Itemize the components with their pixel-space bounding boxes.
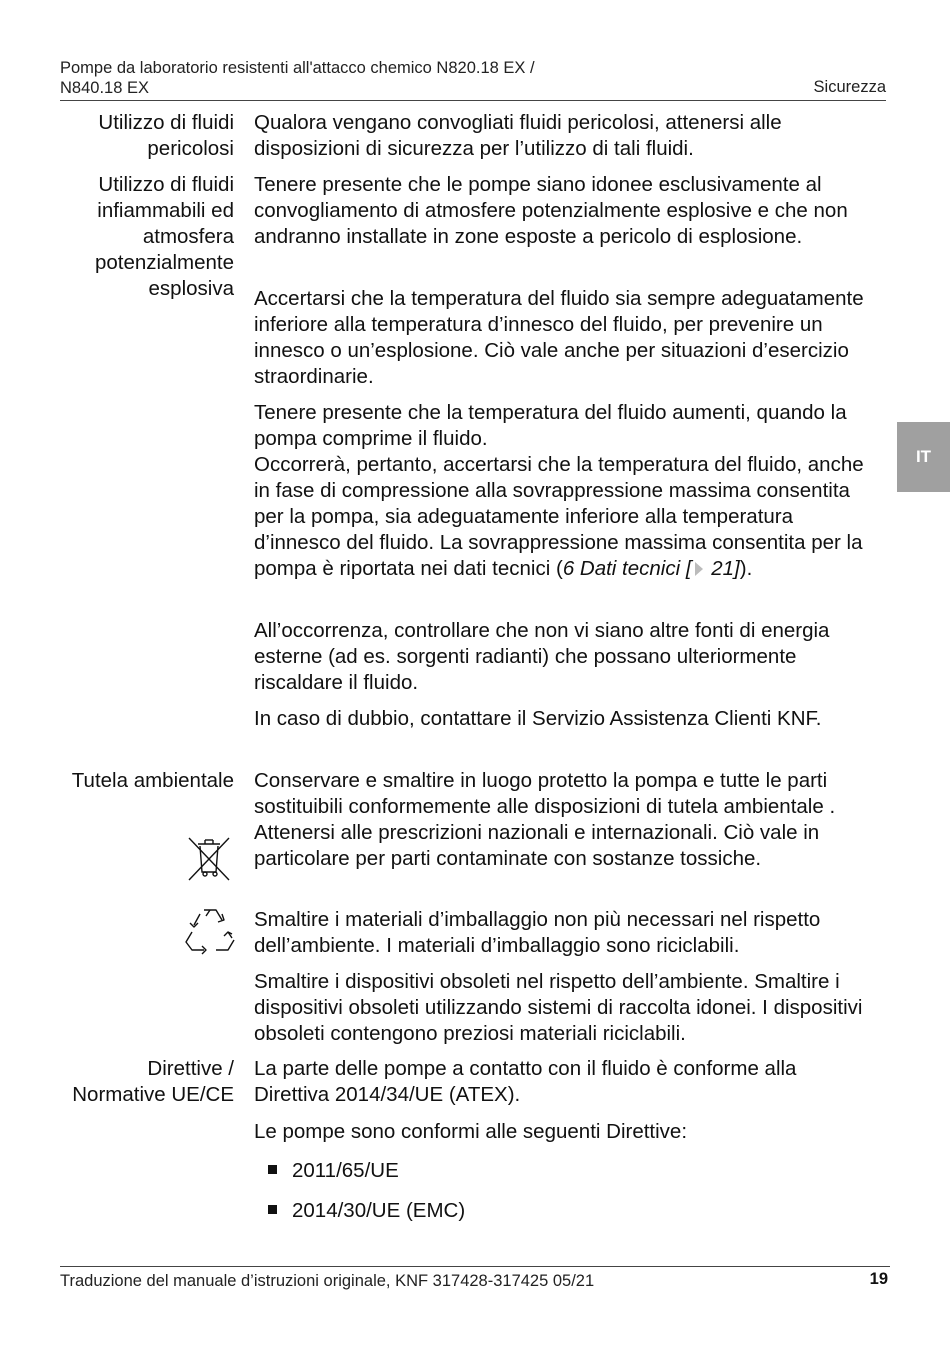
side-label-hazardous-fluids: Utilizzo di fluidi pericolosi: [98, 111, 234, 160]
paragraph-flammable-4-text: Occorrerà, pertanto, accertarsi che la temperatura del fluido, anche in fase di compressione alla sovrappressione massima consentita per la pompa, sia adeguatamente inferiore alla temperatura d’innesco del fluido. La sovrappressione massima consentita per la pompa è riportata nei dati tecnici (: [254, 453, 864, 580]
language-tab[interactable]: IT: [897, 422, 950, 492]
paragraph-flammable-1: Tenere presente che le pompe siano idonee esclusivamente al convogliamento di atmosfere potenzialmente esplosive e che non andranno installate in zone esposte a pericolo di esplosione.: [254, 173, 848, 248]
footer-divider: [60, 1266, 890, 1267]
side-label-flammable: Utilizzo di fluidi infiammabili ed atmosfera potenzialmente esplosiva: [94, 173, 234, 300]
technical-data-link-label: 6 Dati tecnici [: [562, 557, 692, 580]
side-label-environment: Tutela ambientale: [71, 769, 234, 792]
paragraph-environment-2: Smaltire i materiali d’imballaggio non più necessari nel rispetto dell’ambiente. I materiali d’imballaggio sono riciclabili.: [254, 908, 821, 957]
technical-data-link-page: 21]: [705, 557, 740, 580]
header-title-line1: Pompe da laboratorio resistenti all'attacco chemico N820.18 EX /: [60, 59, 535, 77]
paragraph-flammable-4: [254, 452, 876, 582]
paragraph-environment-3: Smaltire i dispositivi obsoleti nel rispetto dell’ambiente. Smaltire i dispositivi obsoleti utilizzando sistemi di raccolta idonei. I dispositivi obsoleti contengono preziosi materiali riciclabili.: [254, 970, 863, 1045]
paragraph-directives-2: Le pompe sono conformi alle seguenti Direttive:: [254, 1120, 688, 1143]
paragraph-environment-1: Conservare e smaltire in luogo protetto la pompa e tutte le parti sostituibili conformemente alle disposizioni di tutela ambientale . Attenersi alle prescrizioni nazionali e internazionali. Ciò vale in particolare per parti contaminate con sostanze tossiche.: [254, 769, 836, 870]
paragraph-flammable-3: [254, 400, 876, 582]
header-title: [60, 58, 620, 98]
paragraph-directives-1: La parte delle pompe a contatto con il fluido è conforme alla Direttiva 2014/34/UE (ATEX).: [254, 1057, 797, 1106]
paragraph-flammable-6: In caso di dubbio, contattare il Servizio Assistenza Clienti KNF.: [254, 707, 822, 730]
side-label-directives: Direttive / Normative UE/CE: [72, 1057, 234, 1106]
list-item: [268, 1158, 399, 1184]
technical-data-link[interactable]: [563, 557, 740, 580]
paragraph-flammable-3-text: Tenere presente che la temperatura del fluido aumenti, quando la pompa comprime il fluido.: [254, 401, 847, 450]
recycling-icon: [184, 906, 236, 961]
paragraph-flammable-5: All’occorrenza, controllare che non vi siano altre fonti di energia esterne (ad es. sorgenti radianti) che possano ulteriormente riscaldare il fluido.: [254, 619, 830, 694]
page-ref-arrow-icon: [695, 562, 703, 576]
crossed-out-bin-icon: [185, 834, 233, 887]
header-title-line2: N840.18 EX: [60, 79, 149, 97]
list-item-text: 2014/30/UE (EMC): [292, 1199, 466, 1222]
list-item: [268, 1198, 465, 1224]
list-item-text: 2011/65/UE: [292, 1159, 399, 1182]
bullet-square-icon: [268, 1165, 277, 1174]
paragraph-hazardous-fluids: Qualora vengano convogliati fluidi pericolosi, attenersi alle disposizioni di sicurezza per l’utilizzo di tali fluidi.: [254, 111, 782, 160]
paragraph-flammable-4-end: ).: [739, 557, 753, 580]
paragraph-flammable-2: Accertarsi che la temperatura del fluido sia sempre adeguatamente inferiore alla temperatura d’innesco del fluido, per prevenire un innesco o un’esplosione. Ciò vale anche per situazioni d’esercizio straordinarie.: [254, 287, 864, 388]
footer-text: Traduzione del manuale d’istruzioni originale, KNF 317428-317425 05/21: [60, 1272, 595, 1290]
header-section: Sicurezza: [813, 78, 886, 96]
page-number: 19: [869, 1270, 888, 1288]
bullet-square-icon: [268, 1205, 277, 1214]
header-divider: [60, 100, 886, 101]
